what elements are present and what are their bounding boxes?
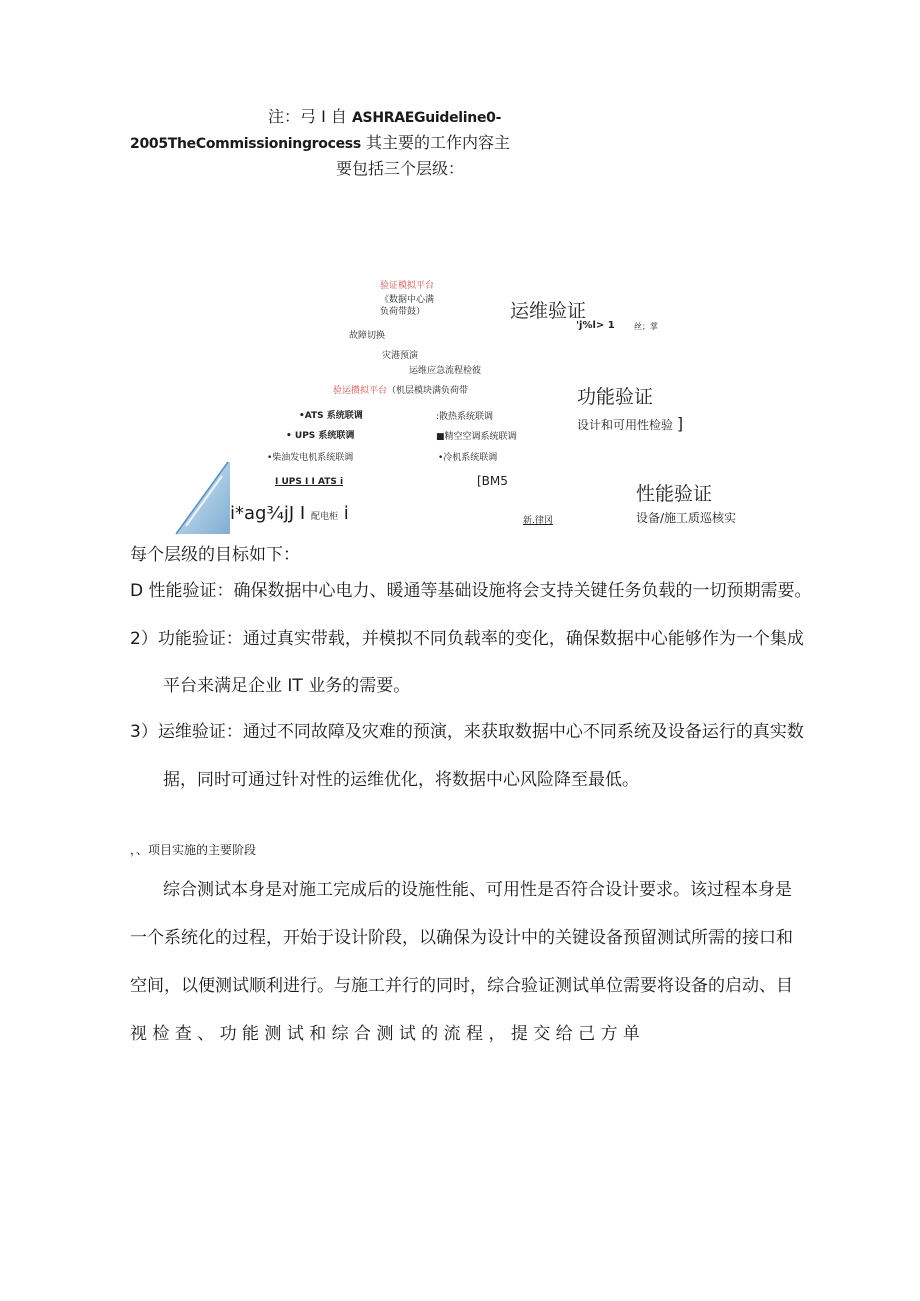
performance-sub-clip xyxy=(636,509,756,525)
emergency-process-label: 运维应急流程检彼 xyxy=(409,366,482,376)
goal-item-1: D 性能验证：确保数据中心电力、暖通等基础设施将会支持关键任务负载的一切预期需要。 xyxy=(130,581,812,601)
bms-label: [BM5 xyxy=(477,474,508,488)
note-line-3: 要包括三个层级： xyxy=(336,159,465,178)
platform-label-2 xyxy=(333,383,468,396)
note-prefix: 注：弓 I 自 xyxy=(268,107,347,126)
panel-label: 配电柜 xyxy=(310,512,338,522)
diesel-joint-label: •柴油发电机系统联调 xyxy=(267,453,354,463)
note-guideline-ref: ASHRAEGuideline0- xyxy=(352,110,502,126)
ac-joint-label: ■精空空调系统联调 xyxy=(436,432,517,442)
platform-2-red: 验运攒拟平台 xyxy=(333,386,388,396)
pyramid-wedge-graphic xyxy=(176,462,230,534)
ops-side-text: 丝；掌 xyxy=(634,322,658,331)
ups-joint-label: • UPS 系统联调 xyxy=(286,431,355,441)
goal-item-2-line-2: 平台来满足企业 IT 业务的需要。 xyxy=(163,676,411,696)
function-sub-text: 设计和可用性检验 xyxy=(577,418,674,432)
platform-label-1: 验证模拟平台 xyxy=(380,281,435,291)
ops-code: 'j%l> 1 xyxy=(576,320,615,331)
disaster-rehearsal-label: 灾港预演 xyxy=(382,351,419,361)
platform-2-black: （机层模块满负荷带 xyxy=(387,386,469,396)
ups-ats-label: I UPS I I ATS i xyxy=(275,477,344,487)
function-verification-sub xyxy=(577,414,683,433)
goal-item-3-line-1: 3）运维验证：通过不同故障及灾难的预演，来获取数据中心不同系统及设备运行的真实数 xyxy=(130,722,804,742)
fault-switch-label: 故障切换 xyxy=(349,331,386,341)
paragraph-line-1: 综合测试本身是对施工完成后的设施性能、可用性是否符合设计要求。该过程本身是 xyxy=(163,880,792,900)
ops-verification-title: 运维验证 xyxy=(510,300,587,322)
performance-verification-title: 性能验证 xyxy=(636,483,713,505)
paragraph-line-3: 空间，以便测试顺利进行。与施工并行的同时，综合验证测试单位需要将设备的启动、目 xyxy=(130,976,793,996)
performance-verification-sub: 设备/施工质巡核实 xyxy=(636,511,737,525)
section-heading: ，、项目实施的主要阶段 xyxy=(130,843,257,857)
paragraph-line-4: 视 检 查 、 功 能 测 试 和 综 合 测 试 的 流 程 ， 提 交 给 己 方 单 xyxy=(130,1024,640,1044)
platform-1-sub-2: 负荷带鼓） xyxy=(380,307,426,317)
bottom-garbled-text: i*ag¾jJ I xyxy=(230,503,306,524)
chiller-joint-label: •冷机系统联调 xyxy=(438,453,498,463)
note-line-2 xyxy=(130,130,510,153)
bottom-tier-row xyxy=(230,503,349,524)
platform-1-sub-1: 《数据中心满 xyxy=(380,295,435,305)
goal-item-2-line-1: 2）功能验证：通过真实带载，并模拟不同负载率的变化，确保数据中心能够作为一个集成 xyxy=(130,629,804,649)
note-process-ref: 2005TheCommissioningrocess xyxy=(130,136,361,152)
goals-intro: 每个层级的目标如下： xyxy=(130,545,300,565)
note-line-2-rest: 其主要的工作内容主 xyxy=(365,133,510,152)
ats-joint-label: •ATS 系统联调 xyxy=(299,411,363,421)
function-verification-title: 功能验证 xyxy=(577,386,654,408)
heat-joint-label: :散热系统联调 xyxy=(436,412,494,422)
paragraph-line-2: 一个系统化的过程，开始于设计阶段，以确保为设计中的关键设备预留测试所需的接口和 xyxy=(130,928,793,948)
note-line-1 xyxy=(268,104,501,127)
goal-item-3-line-2: 据，同时可通过针对性的运维优化，将数据中心风险降至最低。 xyxy=(163,770,639,790)
bracket-glyph: ] xyxy=(676,414,684,433)
fresh-air-label: 新.律冈 xyxy=(523,516,553,526)
bottom-i: i xyxy=(343,503,349,524)
